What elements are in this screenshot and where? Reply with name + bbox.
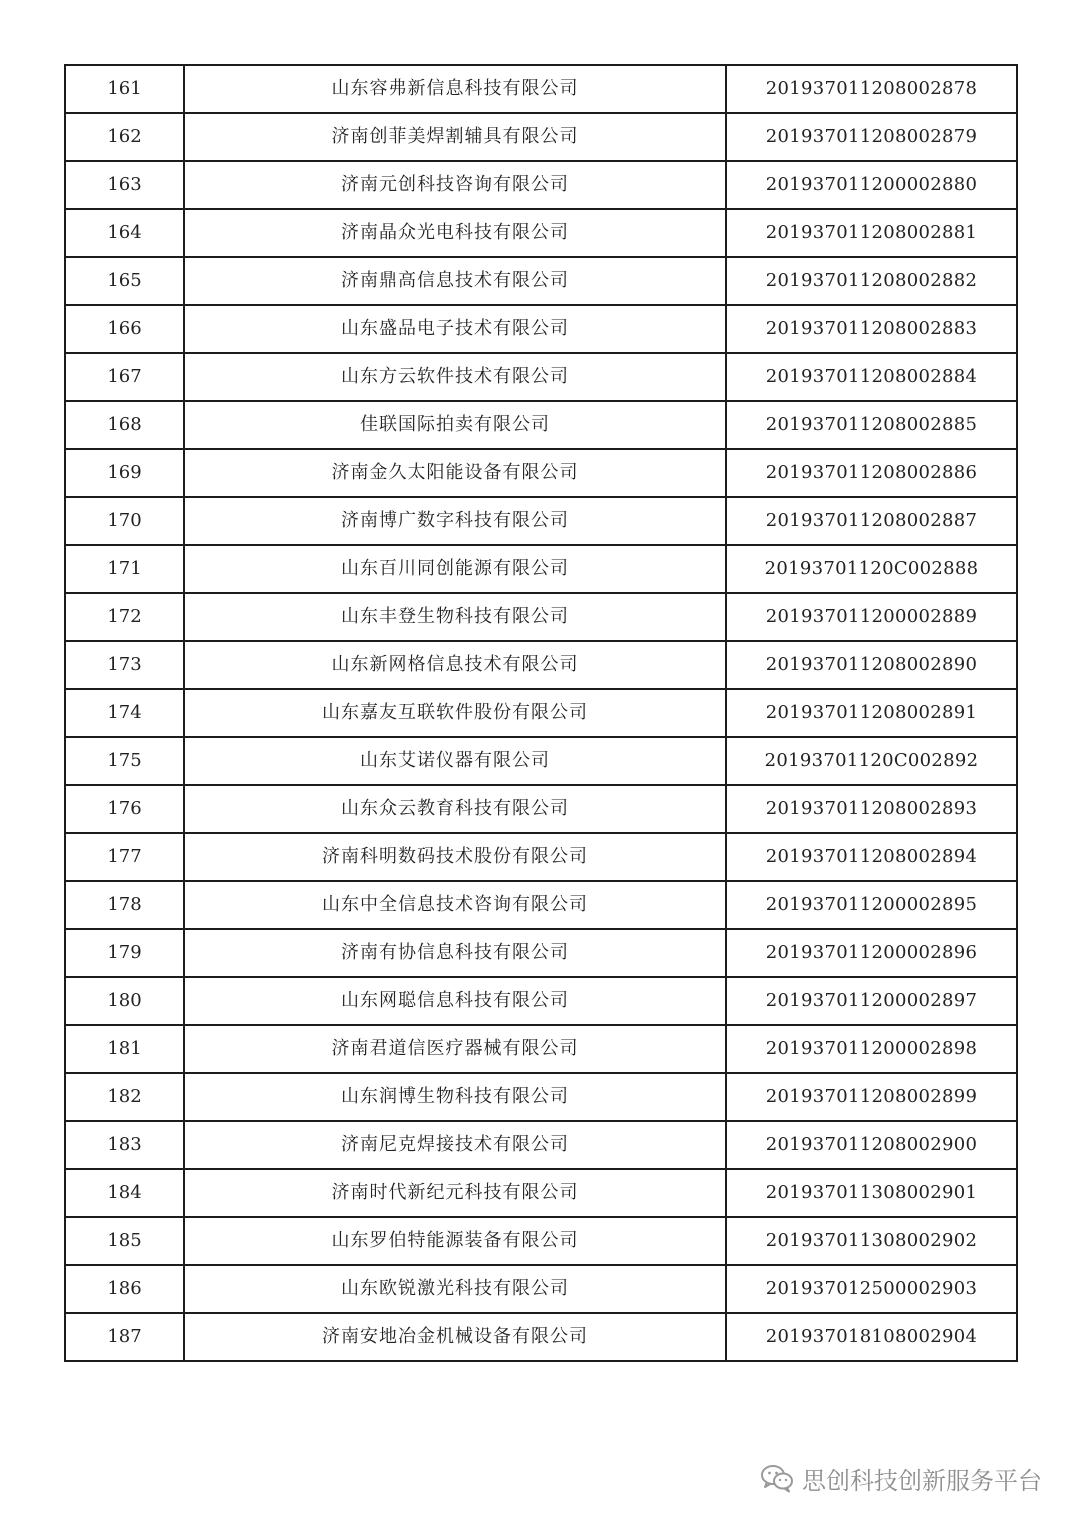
row-number: 173 <box>65 641 184 689</box>
row-number: 165 <box>65 257 184 305</box>
company-name: 济南博广数字科技有限公司 <box>184 497 726 545</box>
row-number: 162 <box>65 113 184 161</box>
table-row <box>65 737 1017 785</box>
registration-code: 201937011208002891 <box>726 689 1017 737</box>
row-number: 161 <box>65 65 184 113</box>
company-name: 山东嘉友互联软件股份有限公司 <box>184 689 726 737</box>
row-number: 180 <box>65 977 184 1025</box>
company-name: 山东罗伯特能源装备有限公司 <box>184 1217 726 1265</box>
table-row <box>65 353 1017 401</box>
row-number: 171 <box>65 545 184 593</box>
row-number: 187 <box>65 1313 184 1361</box>
registration-code: 201937011200002889 <box>726 593 1017 641</box>
table-row <box>65 1121 1017 1169</box>
table-row <box>65 881 1017 929</box>
company-name: 山东容弗新信息科技有限公司 <box>184 65 726 113</box>
table-row <box>65 401 1017 449</box>
registration-code: 201937011208002879 <box>726 113 1017 161</box>
table-row <box>65 593 1017 641</box>
company-name: 济南创菲美焊割辅具有限公司 <box>184 113 726 161</box>
company-name: 山东百川同创能源有限公司 <box>184 545 726 593</box>
registration-code: 201937011208002893 <box>726 785 1017 833</box>
company-name: 山东润博生物科技有限公司 <box>184 1073 726 1121</box>
company-name: 山东中全信息技术咨询有限公司 <box>184 881 726 929</box>
registration-code: 201937011208002881 <box>726 209 1017 257</box>
registration-code: 201937011308002902 <box>726 1217 1017 1265</box>
table-row <box>65 1025 1017 1073</box>
registration-code: 201937011208002899 <box>726 1073 1017 1121</box>
company-name: 山东丰登生物科技有限公司 <box>184 593 726 641</box>
table-row <box>65 257 1017 305</box>
row-number: 166 <box>65 305 184 353</box>
row-number: 185 <box>65 1217 184 1265</box>
company-name: 山东艾诺仪器有限公司 <box>184 737 726 785</box>
watermark-text: 思创科技创新服务平台 <box>802 1466 1042 1495</box>
registration-code: 201937011200002895 <box>726 881 1017 929</box>
registration-code: 201937011308002901 <box>726 1169 1017 1217</box>
row-number: 167 <box>65 353 184 401</box>
company-name: 山东欧锐激光科技有限公司 <box>184 1265 726 1313</box>
registration-code: 201937012500002903 <box>726 1265 1017 1313</box>
table-row <box>65 689 1017 737</box>
company-name: 山东方云软件技术有限公司 <box>184 353 726 401</box>
registration-code: 201937011208002882 <box>726 257 1017 305</box>
watermark <box>760 1458 1042 1498</box>
table-row <box>65 1217 1017 1265</box>
registration-code: 201937011208002886 <box>726 449 1017 497</box>
registration-code: 201937011208002884 <box>726 353 1017 401</box>
table-row <box>65 929 1017 977</box>
row-number: 164 <box>65 209 184 257</box>
company-name: 济南尼克焊接技术有限公司 <box>184 1121 726 1169</box>
table-row <box>65 1265 1017 1313</box>
registration-code: 201937011208002878 <box>726 65 1017 113</box>
table-row <box>65 833 1017 881</box>
row-number: 170 <box>65 497 184 545</box>
row-number: 175 <box>65 737 184 785</box>
table-row <box>65 65 1017 113</box>
row-number: 176 <box>65 785 184 833</box>
registration-code: 201937011208002883 <box>726 305 1017 353</box>
row-number: 179 <box>65 929 184 977</box>
table-row <box>65 449 1017 497</box>
row-number: 168 <box>65 401 184 449</box>
table-row <box>65 785 1017 833</box>
row-number: 182 <box>65 1073 184 1121</box>
company-name: 山东网聪信息科技有限公司 <box>184 977 726 1025</box>
registration-code: 201937011208002900 <box>726 1121 1017 1169</box>
registration-code: 201937011200002898 <box>726 1025 1017 1073</box>
table-row <box>65 113 1017 161</box>
row-number: 184 <box>65 1169 184 1217</box>
company-name: 济南晶众光电科技有限公司 <box>184 209 726 257</box>
table-row <box>65 1169 1017 1217</box>
table-row <box>65 497 1017 545</box>
table-row <box>65 209 1017 257</box>
registration-code: 201937011208002890 <box>726 641 1017 689</box>
company-name: 济南元创科技咨询有限公司 <box>184 161 726 209</box>
registration-code: 201937011208002887 <box>726 497 1017 545</box>
registration-code: 201937011200002880 <box>726 161 1017 209</box>
company-name: 济南君道信医疗器械有限公司 <box>184 1025 726 1073</box>
row-number: 178 <box>65 881 184 929</box>
registration-code: 201937011200002897 <box>726 977 1017 1025</box>
row-number: 169 <box>65 449 184 497</box>
table-row <box>65 545 1017 593</box>
table-row <box>65 161 1017 209</box>
table-body <box>65 65 1017 1361</box>
company-registry-table <box>64 64 1018 1362</box>
registration-code: 20193701120C002888 <box>726 545 1017 593</box>
row-number: 177 <box>65 833 184 881</box>
wechat-icon <box>760 1463 794 1493</box>
company-name: 山东盛品电子技术有限公司 <box>184 305 726 353</box>
company-name: 济南鼎高信息技术有限公司 <box>184 257 726 305</box>
registration-code: 201937018108002904 <box>726 1313 1017 1361</box>
row-number: 174 <box>65 689 184 737</box>
row-number: 183 <box>65 1121 184 1169</box>
company-name: 济南时代新纪元科技有限公司 <box>184 1169 726 1217</box>
company-name: 山东新网格信息技术有限公司 <box>184 641 726 689</box>
company-name: 佳联国际拍卖有限公司 <box>184 401 726 449</box>
registration-code: 201937011208002894 <box>726 833 1017 881</box>
company-name: 济南科明数码技术股份有限公司 <box>184 833 726 881</box>
company-name: 山东众云教育科技有限公司 <box>184 785 726 833</box>
row-number: 181 <box>65 1025 184 1073</box>
company-name: 济南安地冶金机械设备有限公司 <box>184 1313 726 1361</box>
company-name: 济南金久太阳能设备有限公司 <box>184 449 726 497</box>
registration-code: 20193701120C002892 <box>726 737 1017 785</box>
table-row <box>65 305 1017 353</box>
row-number: 186 <box>65 1265 184 1313</box>
registration-code: 201937011200002896 <box>726 929 1017 977</box>
registration-code: 201937011208002885 <box>726 401 1017 449</box>
table-row <box>65 1313 1017 1361</box>
table-row <box>65 977 1017 1025</box>
table-row <box>65 1073 1017 1121</box>
row-number: 172 <box>65 593 184 641</box>
company-name: 济南有协信息科技有限公司 <box>184 929 726 977</box>
row-number: 163 <box>65 161 184 209</box>
table-row <box>65 641 1017 689</box>
